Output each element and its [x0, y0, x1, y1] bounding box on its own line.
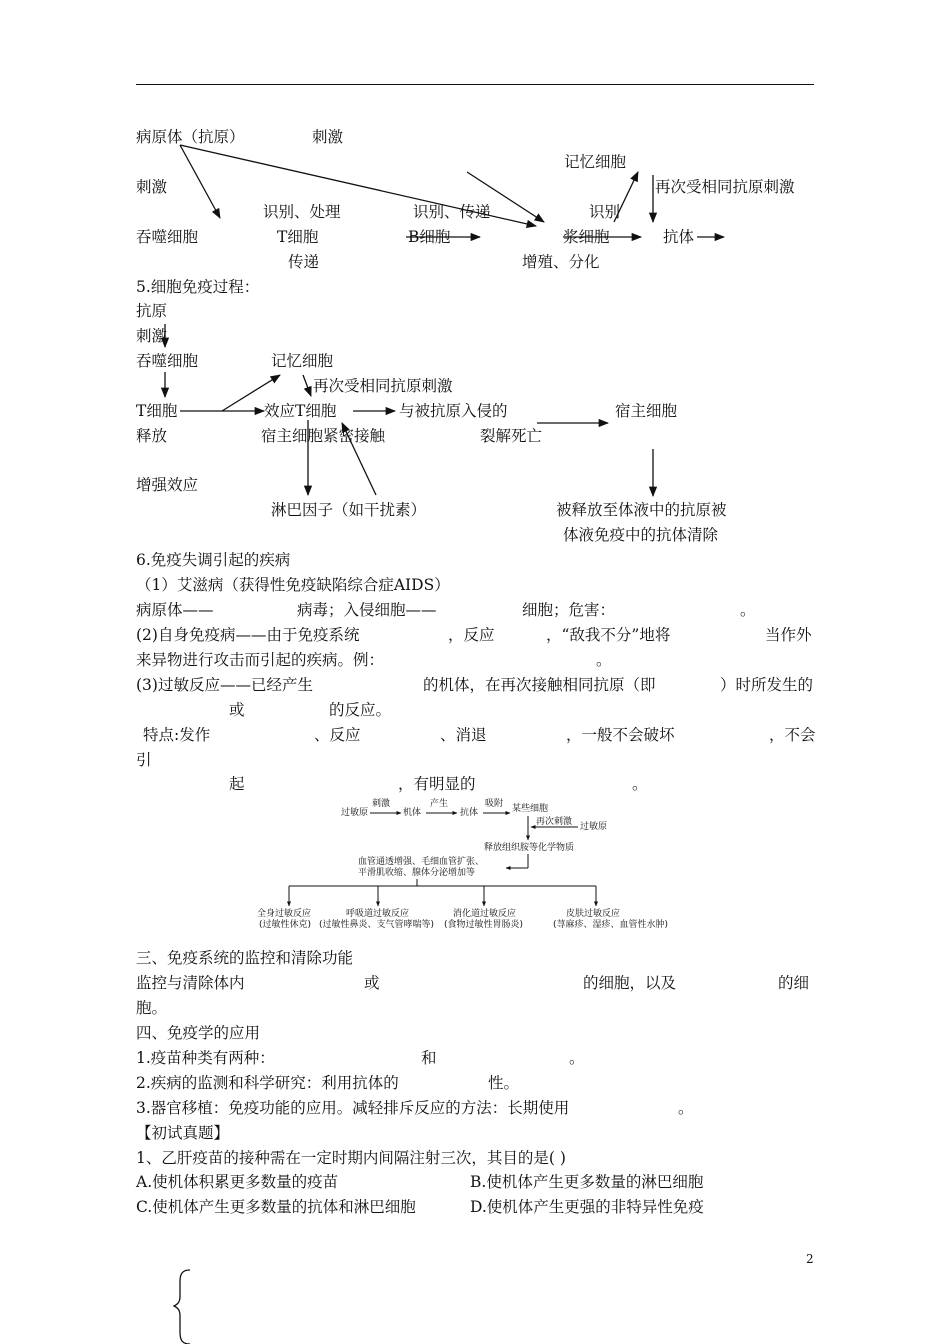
auto-text-c: ，“敌我不分”地将 [546, 626, 671, 644]
stim-edge-label: 刺激 [372, 799, 391, 809]
auto-text-d: 当作外 [765, 626, 812, 644]
transmit-label: 传递 [288, 253, 320, 271]
produce-edge-label: 产生 [430, 799, 449, 809]
section3-heading: 三、免疫系统的监控和清除功能 [136, 949, 354, 967]
feature-text-a: 特点:发作 [143, 726, 211, 744]
adsorb-edge-label: 吸附 [485, 799, 504, 809]
auto-text-e: 来异物进行攻击而引起的疾病。例： [136, 651, 385, 669]
proliferate-label: 增殖、分化 [522, 253, 600, 271]
aids-text-c: 细胞；危害： [522, 601, 616, 619]
arrow [180, 145, 536, 226]
phagocyte-label: 吞噬细胞 [136, 228, 199, 246]
effects-line-2: 平滑肌收缩、腺体分泌增加等 [358, 868, 476, 878]
allergy-text-b: 的机体，在再次接触相同抗原（即 [423, 676, 656, 694]
quiz-option-a: A.使机体积累更多数量的疫苗 [136, 1173, 339, 1191]
feature-text-h: ，有明显的 [398, 775, 476, 793]
t-cell-label: T细胞 [136, 402, 178, 420]
type-example: (荨麻疹、湿疹、血管性水肿) [553, 920, 669, 930]
allergy-text-a: (3)过敏反应——已经产生 [136, 676, 313, 694]
restimulate-label: 再次受相同抗原刺激 [655, 178, 795, 196]
auto-text-b: ，反应 [448, 626, 495, 644]
arrow [342, 423, 376, 495]
memory-cell-label: 记忆细胞 [271, 352, 334, 370]
type-name: 呼吸道过敏反应 [346, 909, 410, 919]
type-name: 皮肤过敏反应 [566, 909, 621, 919]
phagocyte-label: 吞噬细胞 [136, 352, 199, 370]
section3-text-a: 监控与清除体内 [136, 974, 245, 992]
arrow [222, 375, 280, 411]
feature-text-e: ，不会 [769, 726, 816, 744]
allergen2-node: 过敏原 [580, 822, 608, 832]
cleared-label-1: 被释放至体液中的抗原被 [556, 501, 727, 519]
allergen-node: 过敏原 [341, 808, 369, 818]
lymphokine-label: 淋巴因子（如干扰素） [271, 501, 427, 519]
antibody-node: 抗体 [460, 808, 479, 818]
quiz-option-b: B.使机体产生更多数量的淋巴细胞 [470, 1173, 704, 1191]
quiz-heading: 【初试真题】 [136, 1124, 230, 1142]
stimulate-top-label: 刺激 [312, 128, 344, 146]
host-cell-label: 宿主细胞 [615, 402, 678, 420]
section6-heading: 6.免疫失调引起的疾病 [136, 551, 291, 569]
aids-title: （1）艾滋病（获得性免疫缺陷综合症AIDS） [136, 576, 450, 594]
allergy-text-e: 的反应。 [329, 701, 392, 719]
section4-heading: 四、免疫学的应用 [136, 1024, 261, 1042]
release-node: 释放组织胺等化学物质 [484, 843, 575, 853]
plasma-cell-label: 浆细胞 [563, 228, 610, 246]
cleared-label-2: 体液免疫中的抗体清除 [563, 526, 719, 544]
type-name: 全身过敏反应 [257, 909, 312, 919]
allergy-text-c: ）时所发生的 [720, 676, 814, 694]
memory-cell-label: 记忆细胞 [564, 153, 627, 171]
pathogen-label: 病原体（抗原） [136, 128, 245, 146]
certain-cells-node: 某些细胞 [512, 804, 549, 814]
enhance-label: 增强效应 [136, 476, 199, 494]
b-cell-label: B细胞 [408, 228, 451, 246]
quiz-option-c: C.使机体产生更多数量的抗体和淋巴细胞 [136, 1198, 416, 1216]
feature-text-i: 。 [632, 775, 648, 793]
body-node: 机体 [403, 808, 422, 818]
page-number: 2 [806, 1252, 814, 1266]
vaccine-text-a: 1.疫苗种类有两种： [136, 1049, 275, 1067]
recognize-label: 识别 [589, 203, 621, 221]
section3-text-e: 胞。 [136, 999, 168, 1017]
section3-text-d: 的细 [778, 974, 810, 992]
type-example: (食物过敏性胃肠炎) [444, 920, 524, 930]
section3-text-c: 的细胞，以及 [583, 974, 677, 992]
stimulate-left-label: 刺激 [136, 178, 168, 196]
aids-text-d: 。 [740, 601, 756, 619]
restimulate-label: 再次受相同抗原刺激 [313, 377, 453, 395]
stimulate-label: 刺激 [136, 327, 168, 345]
cellular-heading: 5.细胞免疫过程： [136, 278, 260, 296]
type-example: (过敏性休克) [259, 920, 312, 930]
allergy-text-d: 或 [229, 701, 245, 719]
arrow [303, 375, 311, 396]
feature-text-g: 起 [229, 775, 245, 793]
feature-text-f: 引 [136, 751, 152, 769]
quiz-question: 1、乙肝疫苗的接种需在一定时期内间隔注射三次，其目的是( ) [136, 1149, 566, 1167]
arrow [614, 172, 638, 222]
antibody-label: 抗体 [663, 228, 695, 246]
feature-text-c: 、消退 [440, 726, 487, 744]
aids-text-b: 病毒；入侵细胞—— [297, 601, 437, 619]
auto-text-a: (2)自身免疫病——由于免疫系统 [136, 626, 360, 644]
recognize-transmit-label: 识别、传递 [413, 203, 491, 221]
quiz-option-d: D.使机体产生更强的非特异性免疫 [470, 1198, 704, 1216]
feature-text-d: ，一般不会破坏 [566, 726, 675, 744]
curly-brace [174, 1270, 190, 1344]
recognize-process-label: 识别、处理 [263, 203, 341, 221]
monitor-text-a: 2.疾病的监测和科学研究：利用抗体的 [136, 1074, 399, 1092]
antigen-label: 抗原 [136, 302, 168, 320]
section3-text-b: 或 [364, 974, 380, 992]
type-name: 消化道过敏反应 [453, 909, 517, 919]
vaccine-text-b: 和 [421, 1049, 437, 1067]
contact-label-2: 宿主细胞紧密接触 [261, 427, 386, 445]
monitor-text-b: 性。 [488, 1074, 520, 1092]
effects-line-1: 血管通透增强、毛细血管扩张、 [358, 857, 485, 867]
transplant-text-a: 3.器官移植：免疫功能的应用。减轻排斥反应的方法：长期使用 [136, 1099, 570, 1117]
feature-text-b: 、反应 [314, 726, 361, 744]
arrow [467, 172, 544, 222]
contact-label-1: 与被抗原入侵的 [399, 402, 508, 420]
release-label: 释放 [136, 427, 168, 445]
type-example: (过敏性鼻炎、支气管哮喘等) [319, 920, 435, 930]
vaccine-text-c: 。 [569, 1049, 585, 1067]
transplant-text-b: 。 [678, 1099, 694, 1117]
effector-t-label: 效应T细胞 [264, 402, 337, 420]
lysis-label: 裂解死亡 [480, 427, 543, 445]
auto-text-f: 。 [596, 651, 612, 669]
t-cell-label: T细胞 [277, 228, 319, 246]
aids-text-a: 病原体—— [136, 601, 214, 619]
second-stim-label: 再次刺激 [536, 817, 573, 827]
arrow [180, 145, 220, 218]
